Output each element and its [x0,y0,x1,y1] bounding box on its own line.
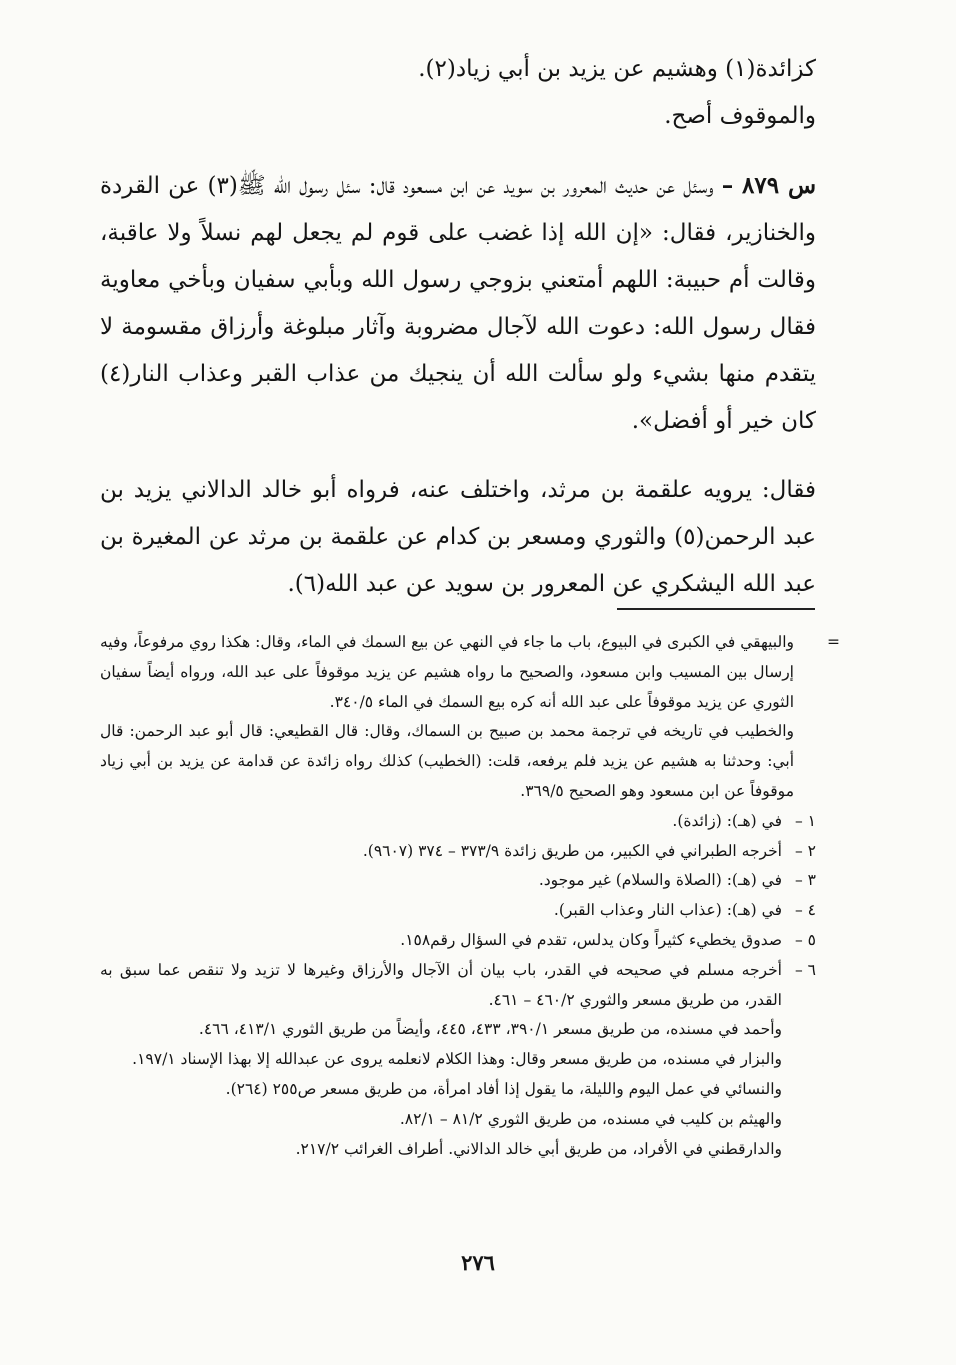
footnote-6-source-1: وأحمد في مسنده، من طريق مسعر ٣٩٠/١، ٤٣٣، ٤٤٥، وأيضاً من طريق الثوري ٤١٣/١، ٤٦٦. [198,1020,782,1039]
paragraph-continuation-line-2: والموقوف أصح. [664,103,816,129]
paragraph-continuation-line-1: كزائدة(١) وهشيم عن يزيد بن أبي زياد(٢). [418,56,816,82]
question-text: وسئل عن حديث المعرور بن سويد عن ابن مسعود قال: سئل رسول الله ﷺ(٣) عن القردة والخنازير، فقال: «إن الله إذا غضب على قوم لم يجعل لهم نسلاً ولا عاقبة، وقالت أم حبيبة: اللهم أمتعني بزوجي رسول الله وبأبي سفيان وبأخي معاوية فقال رسول الله: دعوت الله لآجال مضروبة وآثار مبلوغة وأرزاق مقسومة لا يتقدم منها بشيء ولو سألت الله أن ينجيك من عذاب القبر وعذاب النار(٤) كان خير أو أفضل». [100,173,816,434]
footnote-6 [100,956,816,1016]
footnote-6-source-4: والهيثم بن كليب في مسنده، من طريق الثوري ٨١/٢ – ٨٢/١. [399,1109,782,1128]
footnote-text: أخرجه الطبراني في الكبير، من طريق زائدة ٣٧٣/٩ – ٣٧٤ (٩٦٠٧). [362,841,782,860]
footnote-4 [100,896,816,926]
footnote-continuation [100,628,840,717]
footnote-number: ٢ – [794,841,816,860]
footnote-text: في (هـ): (عذاب النار وعذاب القبر). [553,901,782,920]
footnote-continuation-text-1: والبيهقي في الكبرى في البيوع، باب ما جاء في النهي عن بيع السمك في الماء، وقال: هكذا روي مرفوعاً، وفيه إرسال بين المسيب وابن مسعود، والصحيح ما رواه هشيم عن يزيد موقوفاً على عبد الله، ورواه أيضاً سفيان الثوري عن يزيد موقوفاً على عبد الله أنه كره بيع السمك في الماء ٣٤٠/٥. [100,633,794,711]
question-paragraph [100,162,816,445]
main-text [100,46,816,608]
footnote-number: ١ – [794,811,816,830]
answer-paragraph: فقال: يرويه علقمة بن مرثد، واختلف عنه، فرواه أبو خالد الدالاني يزيد بن عبد الرحمن(٥) والثوري ومسعر بن كدام عن علقمة بن مرثد عن المغيرة بن عبد الله اليشكري عن المعرور بن سويد عن عبد الله(٦). [100,477,816,597]
footnote-text: في (هـ): (زائدة). [672,811,782,830]
footnote-6-source-5: والدارقطني في الأفراد، من طريق أبي خالد الدالاني. أطراف الغرائب ٢١٧/٢. [295,1139,782,1158]
footnote-text: أخرجه مسلم في صحيحه في القدر، باب بيان أن الآجال والأرزاق وغيرها لا تزيد ولا تنقص عما سبق به القدر، من طريق مسعر والثوري ٤٦٠/٢ – ٤٦١. [100,960,782,1009]
page-number: ٢٧٦ [461,1250,495,1275]
footnote-1 [100,807,816,837]
footnote-separator [617,608,815,610]
footnote-text: في (هـ): (الصلاة والسلام) غير موجود. [538,871,782,890]
footnote-5 [100,926,816,956]
footnote-number: ٣ – [794,871,816,890]
footnote-6-source-2: والبزار في مسنده، من طريق مسعر وقال: وهذا الكلام لانعلمه يروى عن عبدالله إلا بهذا الإسناد ١٩٧/١. [132,1050,782,1069]
footnote-number: ٤ – [794,901,816,920]
footnote-number: ٥ – [794,930,816,949]
footnote-number: ٦ – [794,960,816,979]
continuation-mark: = [827,633,840,651]
footnote-6-source-3: والنسائي في عمل اليوم والليلة، ما يقول إذا أفاد امرأة، من طريق مسعر ص٢٥٥ (٢٦٤). [225,1079,782,1098]
footnote-continuation-text-2: والخطيب في تاريخه في ترجمة محمد بن صبيح بن السماك، وقال: قال القطيعي: قال أبو عبد الرحمن: قال أبي: وحدثنا به هشيم عن يزيد فلم يرفعه، قلت: (الخطيب) كذلك رواه زائدة عن قدامة عن يزيد بن أبي زياد موقوفاً عن ابن مسعود وهو الصحيح ٣٦٩/٥. [100,722,794,800]
question-number: س ٨٧٩ – [721,172,817,199]
footnote-2 [100,837,816,867]
footnotes [100,628,840,1164]
footnote-3 [100,866,816,896]
footnote-text: صدوق يخطيء كثيراً وكان يدلس، تقدم في السؤال رقم١٥٨. [400,930,782,949]
footnote-continuation-2 [100,717,816,806]
